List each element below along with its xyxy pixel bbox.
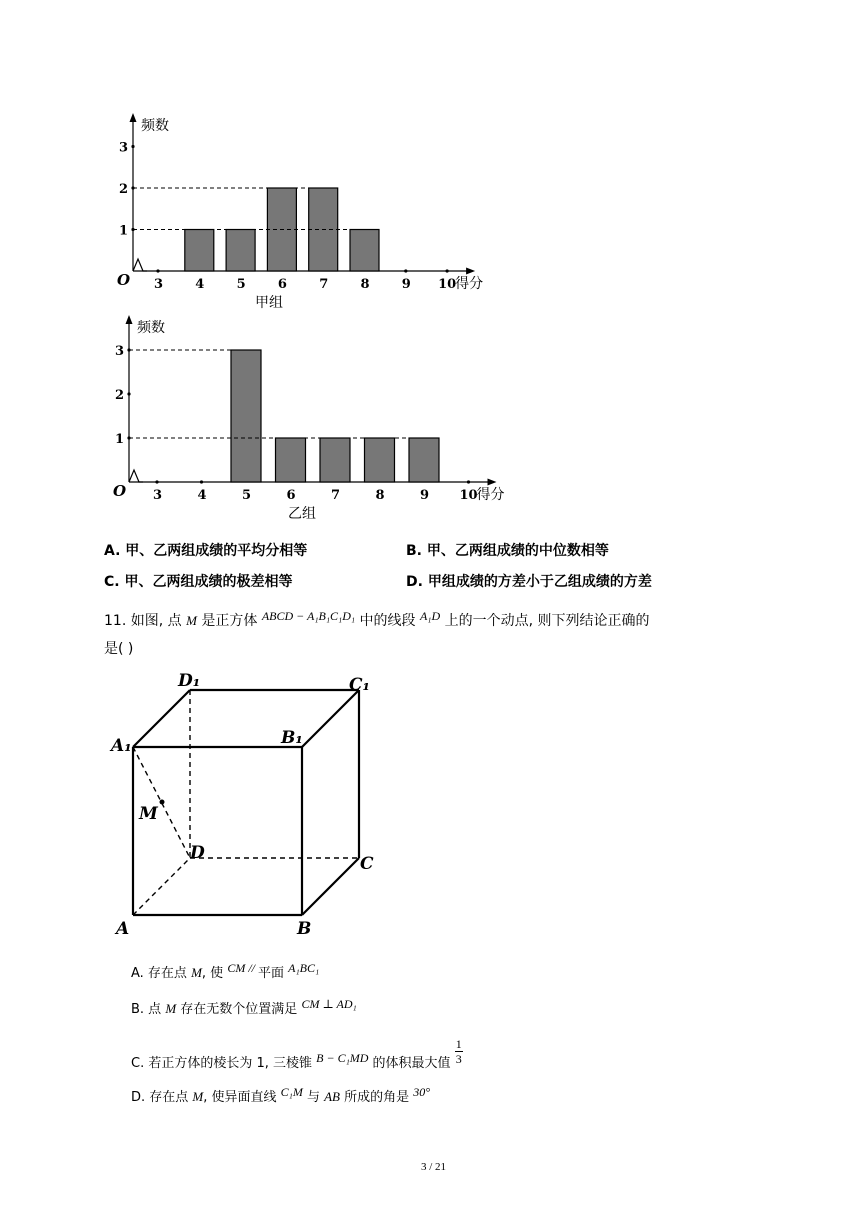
bar [409, 438, 439, 482]
q11-stem-line1 [104, 610, 650, 630]
x-tick-label: 4 [195, 277, 205, 292]
y-axis-arrow [126, 315, 133, 324]
x-axis-title: 得分 [476, 487, 505, 503]
q11-point-m: M [186, 613, 197, 628]
origin-label: O [113, 482, 127, 500]
x-tick-label: 9 [401, 277, 411, 292]
text: 平面 [257, 966, 289, 981]
numerator: 1 [455, 1037, 462, 1051]
label-d: D [190, 843, 205, 863]
x-tick-dot [446, 269, 449, 272]
y-tick-label: 1 [119, 223, 129, 239]
axis-break-zigzag [129, 470, 143, 482]
y-tick-dot [127, 392, 130, 395]
math: M [191, 965, 202, 980]
axis-break-zigzag [133, 259, 147, 271]
x-axis-arrow [466, 268, 475, 275]
histogram-jia [0, 0, 867, 320]
q11-stem-line2: 是( ) [104, 641, 134, 657]
q11-segment: A₁D [419, 609, 441, 623]
x-tick-label: 6 [277, 277, 287, 292]
x-tick-label: 7 [331, 488, 341, 503]
fraction-one-third [455, 1037, 463, 1066]
y-tick-dot [131, 145, 134, 148]
y-axis-title: 频数 [137, 320, 165, 336]
x-tick-label: 8 [360, 277, 370, 292]
x-tick-label: 9 [420, 488, 430, 503]
y-tick-label: 3 [119, 140, 129, 156]
x-axis-title: 得分 [455, 276, 484, 292]
x-tick-label: 10 [438, 277, 457, 292]
y-tick-label: 2 [115, 388, 125, 403]
bar [350, 230, 379, 272]
edge-b1c1 [302, 690, 359, 747]
x-tick-label: 4 [197, 488, 207, 503]
text: C. 若正方体的棱长为 1, 三棱锥 [131, 1056, 317, 1071]
math: M [165, 1001, 177, 1016]
x-tick-label: 3 [153, 488, 163, 503]
q11-answer-c [131, 1037, 463, 1078]
bar [185, 230, 214, 272]
text: 与 [302, 1090, 325, 1105]
math: CM // [227, 961, 258, 975]
bar [276, 438, 306, 482]
math: CM ⊥ AD₁ [301, 997, 357, 1011]
label-c: C [360, 854, 374, 874]
q11-answer-a [131, 962, 319, 981]
y-tick-label: 1 [115, 432, 125, 447]
x-tick-dot [404, 269, 407, 272]
math: A₁BC₁ [288, 961, 320, 975]
x-tick-label: 8 [375, 488, 385, 503]
hidden-edge-ad [133, 858, 190, 915]
text: 所成的角是 [340, 1090, 414, 1105]
x-tick-dot [155, 480, 158, 483]
text: , 使 [201, 966, 228, 981]
chart-caption: 甲组 [255, 295, 283, 311]
origin-label: O [117, 271, 131, 289]
page-number: 3 / 21 [420, 1161, 447, 1173]
label-a1: A₁ [111, 736, 132, 756]
label-c1: C₁ [349, 675, 370, 695]
edge-a1d1 [133, 690, 190, 747]
bar [226, 230, 255, 272]
math: C₁M [280, 1085, 303, 1099]
text: , 使异面直线 [203, 1090, 281, 1105]
q11-text: 11. 如图, 点 [104, 613, 187, 629]
bar [231, 350, 261, 482]
x-tick-label: 7 [319, 277, 329, 292]
x-tick-label: 10 [459, 488, 478, 503]
x-tick-dot [156, 269, 159, 272]
q11-cube-name: ABCD − A₁B₁C₁D₁ [261, 609, 356, 623]
text: 的体积最大值 [368, 1056, 455, 1071]
label-b: B [297, 919, 312, 939]
label-m: M [139, 804, 158, 824]
label-b1: B₁ [281, 728, 303, 748]
x-axis-arrow [488, 479, 497, 486]
q11-answer-d [131, 1086, 430, 1105]
y-axis-arrow [130, 113, 137, 122]
x-tick-label: 6 [286, 488, 296, 503]
denominator: 3 [455, 1052, 462, 1066]
cube-diagram [100, 665, 400, 945]
bar [320, 438, 350, 482]
x-tick-dot [467, 480, 470, 483]
x-tick-label: 5 [242, 488, 252, 503]
q11-answer-b [131, 998, 357, 1017]
chart-caption: 乙组 [288, 506, 316, 522]
q10-option-c: C. 甲、乙两组成绩的极差相等 [104, 574, 293, 590]
label-a: A [116, 919, 130, 939]
label-d1: D₁ [178, 671, 201, 691]
math: AB [324, 1089, 340, 1104]
q10-option-d: D. 甲组成绩的方差小于乙组成绩的方差 [406, 574, 652, 590]
text: A. 存在点 [131, 966, 192, 981]
y-axis-title: 频数 [141, 118, 169, 134]
math: 30° [413, 1085, 431, 1099]
y-tick-label: 2 [119, 182, 129, 197]
math: M [192, 1089, 204, 1104]
x-tick-label: 5 [236, 277, 246, 292]
q10-option-a: A. 甲、乙两组成绩的平均分相等 [104, 543, 308, 559]
y-tick-label: 3 [115, 344, 125, 359]
x-tick-dot [200, 480, 203, 483]
q10-option-b: B. 甲、乙两组成绩的中位数相等 [406, 543, 609, 559]
text: D. 存在点 [131, 1090, 193, 1105]
bar [365, 438, 395, 482]
text: 存在无数个位置满足 [176, 1002, 302, 1017]
x-tick-label: 3 [154, 277, 164, 292]
math: B − C₁MD [316, 1051, 369, 1065]
point-m-dot [160, 800, 165, 805]
q11-text: 中的线段 [355, 613, 420, 629]
histogram-yi [0, 310, 867, 535]
q11-text: 是正方体 [196, 613, 262, 629]
q11-text: 上的一个动点, 则下列结论正确的 [440, 613, 650, 629]
text: B. 点 [131, 1002, 166, 1017]
edge-bc [302, 858, 359, 915]
